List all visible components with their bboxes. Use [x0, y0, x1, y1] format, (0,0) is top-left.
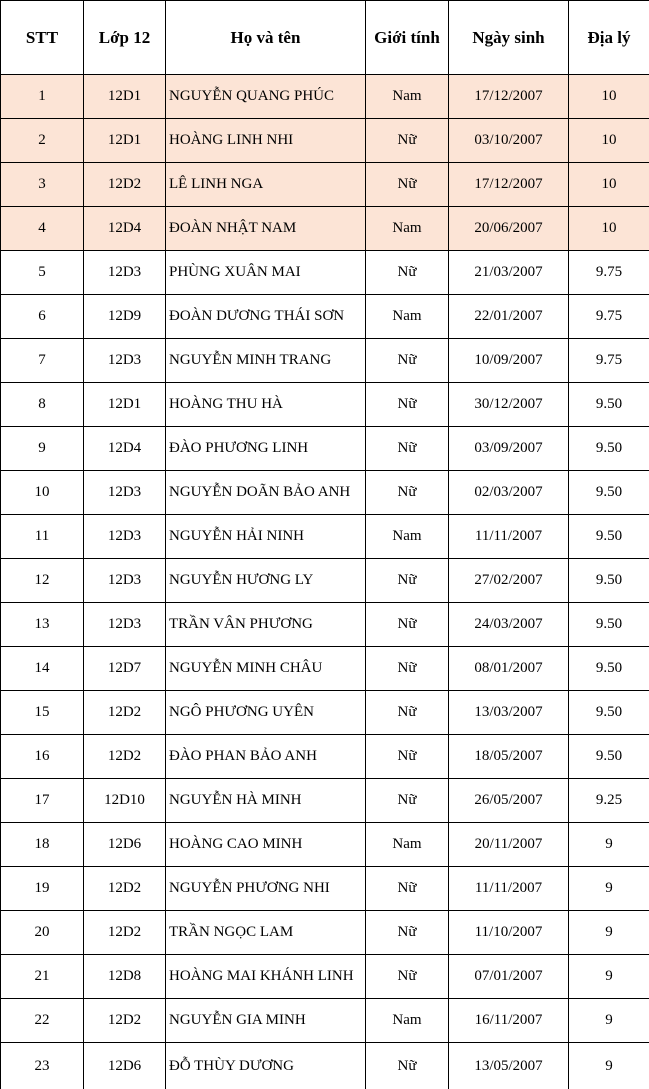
row-gender-cell: Nam: [366, 75, 449, 119]
row-score-cell: 9.50: [569, 471, 649, 515]
row-stt-cell: 1: [1, 75, 84, 119]
row-stt-cell: 2: [1, 119, 84, 163]
row-name-cell: PHÙNG XUÂN MAI: [166, 251, 366, 295]
table-row: [1, 383, 649, 427]
row-birth-date-cell: 03/09/2007: [449, 427, 569, 471]
row-birth-date-cell: 24/03/2007: [449, 603, 569, 647]
table-row: [1, 955, 649, 999]
row-gender-cell: Nữ: [366, 163, 449, 207]
row-gender-cell: Nữ: [366, 603, 449, 647]
row-class-cell: 12D7: [84, 647, 166, 691]
row-name-cell: NGÔ PHƯƠNG UYÊN: [166, 691, 366, 735]
row-score-cell: 9.50: [569, 603, 649, 647]
row-name-cell: LÊ LINH NGA: [166, 163, 366, 207]
row-gender-cell: Nữ: [366, 251, 449, 295]
row-gender-cell: Nữ: [366, 691, 449, 735]
row-stt-cell: 22: [1, 999, 84, 1043]
row-name-cell: ĐỖ THÙY DƯƠNG: [166, 1043, 366, 1089]
row-class-cell: 12D2: [84, 691, 166, 735]
row-class-cell: 12D3: [84, 471, 166, 515]
table-row: [1, 999, 649, 1043]
table-row: [1, 251, 649, 295]
row-birth-date-cell: 30/12/2007: [449, 383, 569, 427]
table-row: [1, 911, 649, 955]
row-score-cell: 9.50: [569, 559, 649, 603]
row-birth-date-cell: 13/05/2007: [449, 1043, 569, 1089]
table-row: [1, 1043, 649, 1089]
row-birth-date-cell: 20/06/2007: [449, 207, 569, 251]
row-class-cell: 12D3: [84, 559, 166, 603]
table-row: [1, 823, 649, 867]
row-score-cell: 9.75: [569, 295, 649, 339]
table-row: [1, 119, 649, 163]
row-name-cell: ĐÀO PHAN BẢO ANH: [166, 735, 366, 779]
row-birth-date-cell: 02/03/2007: [449, 471, 569, 515]
header-birth-date: Ngày sinh: [449, 1, 569, 75]
table-row: [1, 647, 649, 691]
row-name-cell: HOÀNG CAO MINH: [166, 823, 366, 867]
row-stt-cell: 18: [1, 823, 84, 867]
row-class-cell: 12D6: [84, 1043, 166, 1089]
row-birth-date-cell: 11/11/2007: [449, 515, 569, 559]
row-gender-cell: Nữ: [366, 339, 449, 383]
row-class-cell: 12D8: [84, 955, 166, 999]
row-gender-cell: Nữ: [366, 735, 449, 779]
row-gender-cell: Nữ: [366, 779, 449, 823]
row-name-cell: ĐÀO PHƯƠNG LINH: [166, 427, 366, 471]
table-row: [1, 779, 649, 823]
row-name-cell: HOÀNG THU HÀ: [166, 383, 366, 427]
row-score-cell: 9: [569, 911, 649, 955]
row-score-cell: 9.50: [569, 691, 649, 735]
row-birth-date-cell: 03/10/2007: [449, 119, 569, 163]
row-score-cell: 9.50: [569, 647, 649, 691]
row-gender-cell: Nữ: [366, 383, 449, 427]
row-stt-cell: 12: [1, 559, 84, 603]
row-name-cell: NGUYỄN HẢI NINH: [166, 515, 366, 559]
row-birth-date-cell: 21/03/2007: [449, 251, 569, 295]
row-class-cell: 12D3: [84, 339, 166, 383]
row-stt-cell: 4: [1, 207, 84, 251]
row-score-cell: 9.50: [569, 515, 649, 559]
row-gender-cell: Nữ: [366, 867, 449, 911]
row-stt-cell: 10: [1, 471, 84, 515]
row-name-cell: ĐOÀN DƯƠNG THÁI SƠN: [166, 295, 366, 339]
row-name-cell: NGUYỄN GIA MINH: [166, 999, 366, 1043]
table-row: [1, 691, 649, 735]
row-class-cell: 12D2: [84, 163, 166, 207]
row-birth-date-cell: 27/02/2007: [449, 559, 569, 603]
row-score-cell: 10: [569, 75, 649, 119]
row-name-cell: NGUYỄN HƯƠNG LY: [166, 559, 366, 603]
table-row: [1, 75, 649, 119]
row-birth-date-cell: 20/11/2007: [449, 823, 569, 867]
row-birth-date-cell: 11/11/2007: [449, 867, 569, 911]
row-gender-cell: Nam: [366, 999, 449, 1043]
row-gender-cell: Nữ: [366, 955, 449, 999]
row-score-cell: 9: [569, 955, 649, 999]
row-class-cell: 12D1: [84, 119, 166, 163]
row-name-cell: HOÀNG LINH NHI: [166, 119, 366, 163]
row-stt-cell: 5: [1, 251, 84, 295]
row-gender-cell: Nữ: [366, 911, 449, 955]
row-score-cell: 10: [569, 119, 649, 163]
row-stt-cell: 20: [1, 911, 84, 955]
row-stt-cell: 23: [1, 1043, 84, 1089]
row-stt-cell: 7: [1, 339, 84, 383]
table-row: [1, 339, 649, 383]
table-row: [1, 603, 649, 647]
row-class-cell: 12D2: [84, 735, 166, 779]
row-gender-cell: Nữ: [366, 471, 449, 515]
row-gender-cell: Nam: [366, 823, 449, 867]
row-birth-date-cell: 22/01/2007: [449, 295, 569, 339]
table-row: [1, 559, 649, 603]
table-row: [1, 471, 649, 515]
row-birth-date-cell: 08/01/2007: [449, 647, 569, 691]
row-birth-date-cell: 13/03/2007: [449, 691, 569, 735]
row-gender-cell: Nam: [366, 207, 449, 251]
row-score-cell: 9: [569, 867, 649, 911]
row-class-cell: 12D10: [84, 779, 166, 823]
table-row: [1, 295, 649, 339]
row-gender-cell: Nam: [366, 515, 449, 559]
row-class-cell: 12D9: [84, 295, 166, 339]
row-gender-cell: Nữ: [366, 119, 449, 163]
header-full-name: Họ và tên: [166, 1, 366, 75]
table-row: [1, 735, 649, 779]
row-gender-cell: Nữ: [366, 1043, 449, 1089]
table-row: [1, 867, 649, 911]
row-stt-cell: 15: [1, 691, 84, 735]
row-birth-date-cell: 11/10/2007: [449, 911, 569, 955]
row-stt-cell: 14: [1, 647, 84, 691]
row-class-cell: 12D6: [84, 823, 166, 867]
row-score-cell: 10: [569, 163, 649, 207]
row-stt-cell: 13: [1, 603, 84, 647]
row-score-cell: 10: [569, 207, 649, 251]
row-name-cell: HOÀNG MAI KHÁNH LINH: [166, 955, 366, 999]
row-score-cell: 9.50: [569, 383, 649, 427]
row-stt-cell: 9: [1, 427, 84, 471]
row-class-cell: 12D1: [84, 75, 166, 119]
row-class-cell: 12D3: [84, 603, 166, 647]
row-stt-cell: 11: [1, 515, 84, 559]
row-stt-cell: 8: [1, 383, 84, 427]
row-class-cell: 12D3: [84, 515, 166, 559]
row-score-cell: 9.50: [569, 735, 649, 779]
row-stt-cell: 6: [1, 295, 84, 339]
row-birth-date-cell: 07/01/2007: [449, 955, 569, 999]
row-birth-date-cell: 16/11/2007: [449, 999, 569, 1043]
row-class-cell: 12D1: [84, 383, 166, 427]
row-score-cell: 9: [569, 823, 649, 867]
row-name-cell: NGUYỄN DOÃN BẢO ANH: [166, 471, 366, 515]
row-score-cell: 9.50: [569, 427, 649, 471]
row-birth-date-cell: 26/05/2007: [449, 779, 569, 823]
row-class-cell: 12D2: [84, 911, 166, 955]
row-name-cell: TRẦN VÂN PHƯƠNG: [166, 603, 366, 647]
row-score-cell: 9: [569, 1043, 649, 1089]
row-name-cell: NGUYỄN MINH CHÂU: [166, 647, 366, 691]
row-name-cell: ĐOÀN NHẬT NAM: [166, 207, 366, 251]
row-gender-cell: Nữ: [366, 559, 449, 603]
header-class: Lớp 12: [84, 1, 166, 75]
row-stt-cell: 3: [1, 163, 84, 207]
table-row: [1, 163, 649, 207]
row-stt-cell: 19: [1, 867, 84, 911]
row-class-cell: 12D4: [84, 207, 166, 251]
row-score-cell: 9: [569, 999, 649, 1043]
row-gender-cell: Nữ: [366, 647, 449, 691]
row-name-cell: NGUYỄN QUANG PHÚC: [166, 75, 366, 119]
row-gender-cell: Nam: [366, 295, 449, 339]
row-name-cell: NGUYỄN PHƯƠNG NHI: [166, 867, 366, 911]
row-name-cell: NGUYỄN HÀ MINH: [166, 779, 366, 823]
row-birth-date-cell: 10/09/2007: [449, 339, 569, 383]
row-class-cell: 12D3: [84, 251, 166, 295]
header-row: [1, 1, 649, 75]
row-class-cell: 12D2: [84, 999, 166, 1043]
row-score-cell: 9.25: [569, 779, 649, 823]
row-name-cell: NGUYỄN MINH TRANG: [166, 339, 366, 383]
table-row: [1, 515, 649, 559]
header-stt: STT: [1, 1, 84, 75]
row-class-cell: 12D4: [84, 427, 166, 471]
row-birth-date-cell: 17/12/2007: [449, 163, 569, 207]
row-birth-date-cell: 18/05/2007: [449, 735, 569, 779]
row-score-cell: 9.75: [569, 251, 649, 295]
row-stt-cell: 16: [1, 735, 84, 779]
row-score-cell: 9.75: [569, 339, 649, 383]
row-class-cell: 12D2: [84, 867, 166, 911]
row-gender-cell: Nữ: [366, 427, 449, 471]
table-row: [1, 427, 649, 471]
row-stt-cell: 17: [1, 779, 84, 823]
row-birth-date-cell: 17/12/2007: [449, 75, 569, 119]
header-geography-score: Địa lý: [569, 1, 649, 75]
header-gender: Giới tính: [366, 1, 449, 75]
row-stt-cell: 21: [1, 955, 84, 999]
table-row: [1, 207, 649, 251]
row-name-cell: TRẦN NGỌC LAM: [166, 911, 366, 955]
